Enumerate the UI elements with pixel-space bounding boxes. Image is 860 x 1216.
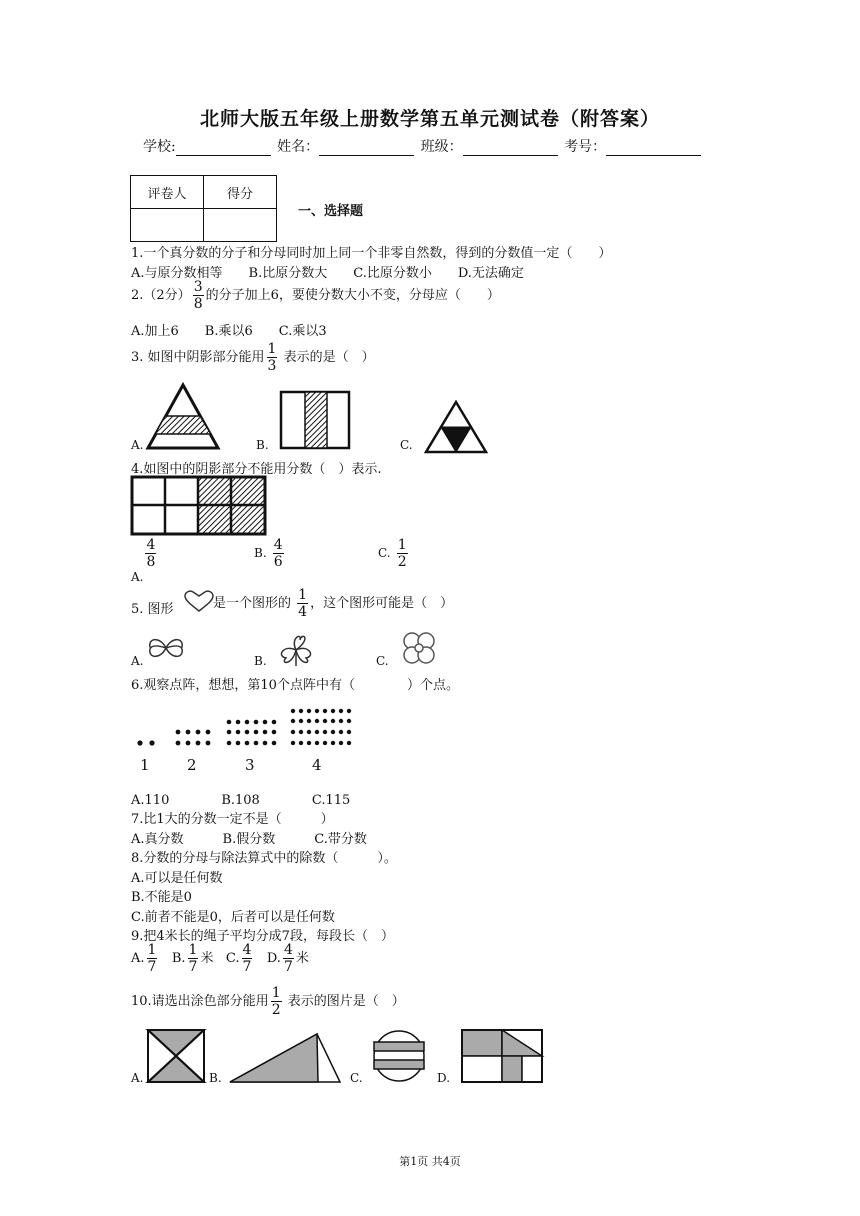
name-blank xyxy=(319,141,414,156)
q5-a-four-leaf-clover-icon xyxy=(150,640,182,657)
q5-mid: 是一个图形的 xyxy=(213,596,296,611)
q4-a-label: A. xyxy=(131,570,144,584)
number-blank xyxy=(606,141,701,156)
q4-a-fraction xyxy=(145,538,156,569)
q3-fraction xyxy=(267,342,278,373)
q4-b-denominator: 6 xyxy=(273,554,283,570)
q5-line xyxy=(213,588,453,619)
q4-grid-figure xyxy=(132,477,265,534)
q9-d-unit: 米 xyxy=(295,951,309,966)
q4-a-denominator: 8 xyxy=(146,554,156,570)
q3-suffix: 表示的是（ ） xyxy=(279,350,375,365)
q3-prefix: 3. 如图中阴影部分能用 xyxy=(131,350,265,365)
q9-a-label: A. xyxy=(131,951,145,966)
q9-c-numerator: 4 xyxy=(242,942,252,958)
q9-b-numerator: 1 xyxy=(188,942,198,958)
q9-d-label: D. xyxy=(266,951,281,966)
page-footer: 第1页 共4页 xyxy=(399,1155,461,1168)
q4-a-numerator: 4 xyxy=(146,537,156,553)
q9-b-denominator: 7 xyxy=(188,959,198,975)
q6-label-1: 1 xyxy=(140,756,150,774)
q3-option-b: B. xyxy=(256,438,269,452)
q9-a-numerator: 1 xyxy=(147,942,157,958)
q9-d-denominator: 7 xyxy=(283,959,293,975)
q1-text: 1.一个真分数的分子和分母同时加上同一个非零自然数，得到的分数值一定（ ） xyxy=(131,246,612,261)
q5-suffix: ，这个图形可能是（ ） xyxy=(310,596,454,611)
q9-b-label: B. xyxy=(171,951,186,966)
q9-a-fraction xyxy=(147,943,158,974)
school-label: 学校: xyxy=(143,139,176,155)
q9-a-denominator: 7 xyxy=(147,959,157,975)
q9-text: 9.把4米长的绳子平均分成7段，每段长（ ） xyxy=(131,929,394,944)
q4-c-label: C. xyxy=(378,546,391,560)
q3-a-triangle-figure xyxy=(148,385,218,448)
q10-c-circle-figure xyxy=(374,1031,424,1081)
q5-fraction xyxy=(297,588,308,619)
q8-option-a: A.可以是任何数 xyxy=(131,871,223,886)
q9-c-label: C. xyxy=(225,951,240,966)
q10-option-b: B. xyxy=(209,1071,222,1085)
q6-label-2: 2 xyxy=(187,756,197,774)
score-cell xyxy=(204,209,277,242)
q8-option-c: C.前者不能是0，后者可以是任何数 xyxy=(131,910,335,925)
q2-numerator: 3 xyxy=(193,279,203,295)
q6-label-3: 3 xyxy=(245,756,255,774)
q4-b-numerator: 4 xyxy=(273,537,283,553)
q5-c-heart-flower-icon xyxy=(404,633,434,663)
q2-fraction xyxy=(193,280,204,311)
q10-line xyxy=(131,986,405,1017)
q4-c-denominator: 2 xyxy=(397,554,407,570)
q6-text: 6.观察点阵，想想，第10个点阵中有（ ）个点。 xyxy=(131,678,459,693)
q10-d-rectangle-figure xyxy=(462,1030,542,1082)
q2-suffix: 的分子加上6，要使分数大小不变，分母应（ ） xyxy=(205,288,500,303)
q10-prefix: 10.请选出涂色部分能用 xyxy=(131,994,269,1009)
q4-c-numerator: 1 xyxy=(397,537,407,553)
page-title: 北师大版五年级上册数学第五单元测试卷（附答案） xyxy=(199,108,660,130)
grader-cell xyxy=(131,209,204,242)
q9-c-fraction xyxy=(242,943,253,974)
q3-option-c: C. xyxy=(400,438,413,452)
q10-denominator: 2 xyxy=(271,1002,281,1018)
score-table xyxy=(130,175,277,242)
q5-option-a: A. xyxy=(131,654,144,668)
q9-d-numerator: 4 xyxy=(283,942,293,958)
q10-option-d: D. xyxy=(437,1071,451,1085)
q9-options xyxy=(131,943,309,974)
q7-options: A.真分数 B.假分数 C.带分数 xyxy=(131,832,367,847)
q10-option-a: A. xyxy=(131,1071,144,1085)
q2-line xyxy=(131,280,500,311)
q3-option-a: A. xyxy=(131,438,144,452)
number-label: 考号： xyxy=(564,139,607,155)
class-blank xyxy=(463,141,558,156)
grader-header: 评卷人 xyxy=(131,176,204,209)
q2-prefix: 2.（2分） xyxy=(131,288,191,303)
q4-option-b xyxy=(254,538,286,569)
q4-option-a xyxy=(131,537,158,584)
q7-text: 7.比1大的分数一定不是（ ） xyxy=(131,812,334,827)
q3-b-rectangle-figure xyxy=(281,392,349,448)
q6-options: A.110 B.108 C.115 xyxy=(131,793,351,808)
q5-prefix: 5. 图形 xyxy=(131,602,174,617)
q3-numerator: 1 xyxy=(267,341,277,357)
q9-b-unit: 米 xyxy=(200,951,214,966)
section-title: 一、选择题 xyxy=(298,204,364,219)
q6-label-4: 4 xyxy=(312,756,322,774)
q9-c-denominator: 7 xyxy=(242,959,252,975)
q3-c-triangle-figure xyxy=(426,402,486,452)
q4-b-label: B. xyxy=(254,546,267,560)
q5-denominator: 4 xyxy=(298,604,308,620)
q5-b-three-leaf-clover-icon xyxy=(281,636,310,666)
q1-options: A.与原分数相等 B.比原分数大 C.比原分数小 D.无法确定 xyxy=(131,266,524,281)
q5-numerator: 1 xyxy=(298,587,308,603)
q4-b-fraction xyxy=(273,538,284,569)
school-blank xyxy=(176,141,271,156)
q10-option-c: C. xyxy=(350,1071,363,1085)
score-header: 得分 xyxy=(204,176,277,209)
q3-denominator: 3 xyxy=(267,358,277,374)
q5-option-c: C. xyxy=(376,654,389,668)
heart-icon xyxy=(185,591,213,611)
q9-b-fraction xyxy=(188,943,199,974)
q2-options: A.加上6 B.乘以6 C.乘以3 xyxy=(131,324,327,339)
q6-dot-arrays-figure xyxy=(137,709,351,746)
q3-line xyxy=(131,342,375,373)
q8-option-b: B.不能是0 xyxy=(131,890,192,905)
q9-d-fraction xyxy=(283,943,294,974)
class-label: 班级： xyxy=(420,139,463,155)
q8-text: 8.分数的分母与除法算式中的除数（ ）。 xyxy=(131,851,397,866)
q10-numerator: 1 xyxy=(271,985,281,1001)
q4-c-fraction xyxy=(397,538,408,569)
q4-text: 4.如图中的阴影部分不能用分数（ ）表示. xyxy=(131,462,382,477)
name-label: 姓名： xyxy=(277,139,320,155)
q10-a-square-figure xyxy=(148,1030,204,1082)
q10-suffix: 表示的图片是（ ） xyxy=(283,994,405,1009)
q10-fraction xyxy=(271,986,282,1017)
q5-option-b: B. xyxy=(254,654,267,668)
q10-b-triangle-figure xyxy=(230,1034,340,1082)
student-info xyxy=(143,136,703,156)
q2-denominator: 8 xyxy=(193,296,203,312)
q4-option-c xyxy=(378,538,410,569)
